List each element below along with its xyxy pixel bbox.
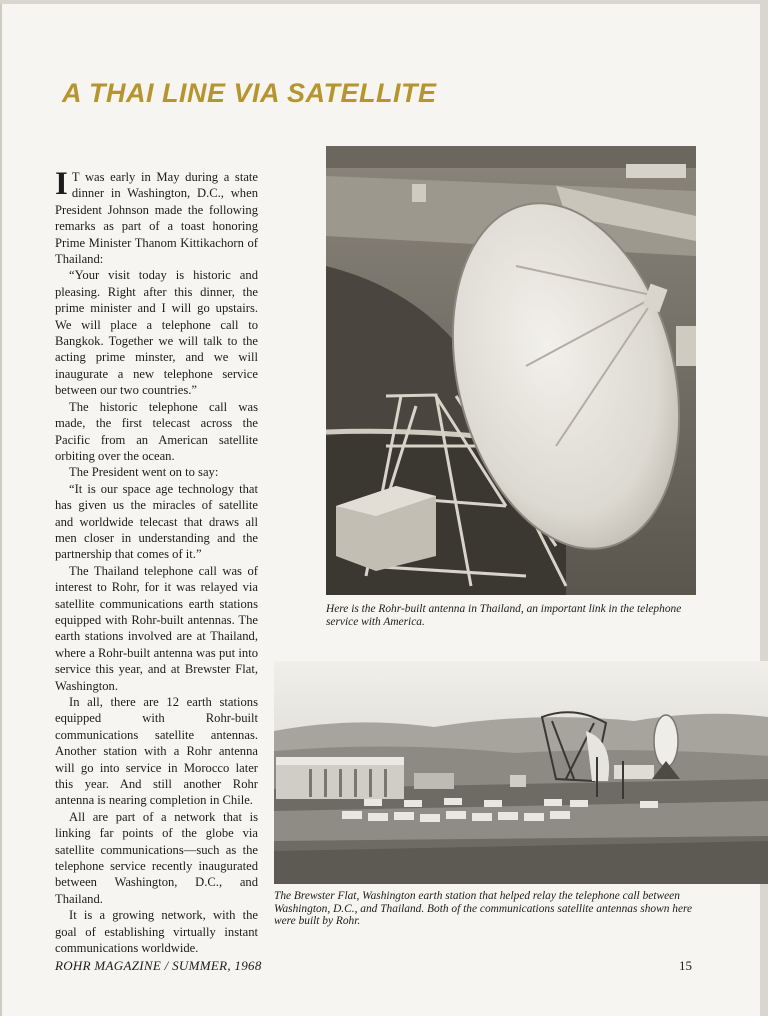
article-paragraph — [55, 166, 258, 267]
brewster-flat-photo — [274, 661, 768, 884]
article-paragraph: It is a growing network, with the goal of establishing virtually instant communications worldwide. — [55, 908, 258, 956]
article-paragraph: “It is our space age technology that has given us the miracles of satellite and worldwide telecast that draws all men closer in understanding and the partnership that comes of it.” — [55, 481, 258, 562]
headline: A THAI LINE VIA SATELLITE — [62, 78, 437, 108]
article-body — [55, 166, 258, 957]
drop-cap: I — [55, 166, 68, 202]
thailand-antenna-photo — [326, 146, 696, 595]
article-paragraph: The Thailand telephone call was of interest to Rohr, for it was relayed via satellite communications earth stations equipped with Rohr-built antennas. The earth stations involved are at Thailand, where a Rohr-built antenna was put into service this year, and at Brewster Flat, Washington. — [55, 563, 258, 693]
page-number: 15 — [679, 958, 692, 973]
brewster-flat-caption: The Brewster Flat, Washington earth station that helped relay the telephone call between Washington, D.C., and Thailand. Both of the communications satellite antennas shown here were built by Rohr. — [274, 890, 693, 928]
thailand-antenna-caption: Here is the Rohr-built antenna in Thailand, an important link in the telephone service with America. — [326, 603, 682, 628]
article-paragraph: “Your visit today is historic and pleasing. Right after this dinner, the prime minister and I will go upstairs. We will place a telephone call to Bangkok. Together we will talk to the acting prime minster, and we will inaugurate a new telephone service between our two countries.” — [55, 268, 258, 398]
magazine-page — [0, 4, 760, 1016]
article-paragraph: In all, there are 12 earth stations equipped with Rohr-built communications satellite antennas. Another station with a Rohr antenna will go into service in Morocco later this year. And still another Rohr antenna is nearing completion in Chile. — [55, 695, 258, 808]
article-paragraph-text: T was early in May during a state dinner in Washington, D.C., when President Johnson made the following remarks as part of a toast honoring Prime Minister Thanom Kittikachorn of Thailand: — [55, 170, 258, 267]
article-paragraph: The historic telephone call was made, the first telecast across the Pacific from an American satellite orbiting over the ocean. — [55, 399, 258, 463]
publication-footer: ROHR MAGAZINE / SUMMER, 1968 — [55, 958, 262, 973]
article-paragraph: All are part of a network that is linking far points of the globe via satellite communications—such as the telephone service recently inaugurated between Washington, D.C., and Thailand. — [55, 809, 258, 906]
article-paragraph: The President went on to say: — [69, 465, 219, 480]
